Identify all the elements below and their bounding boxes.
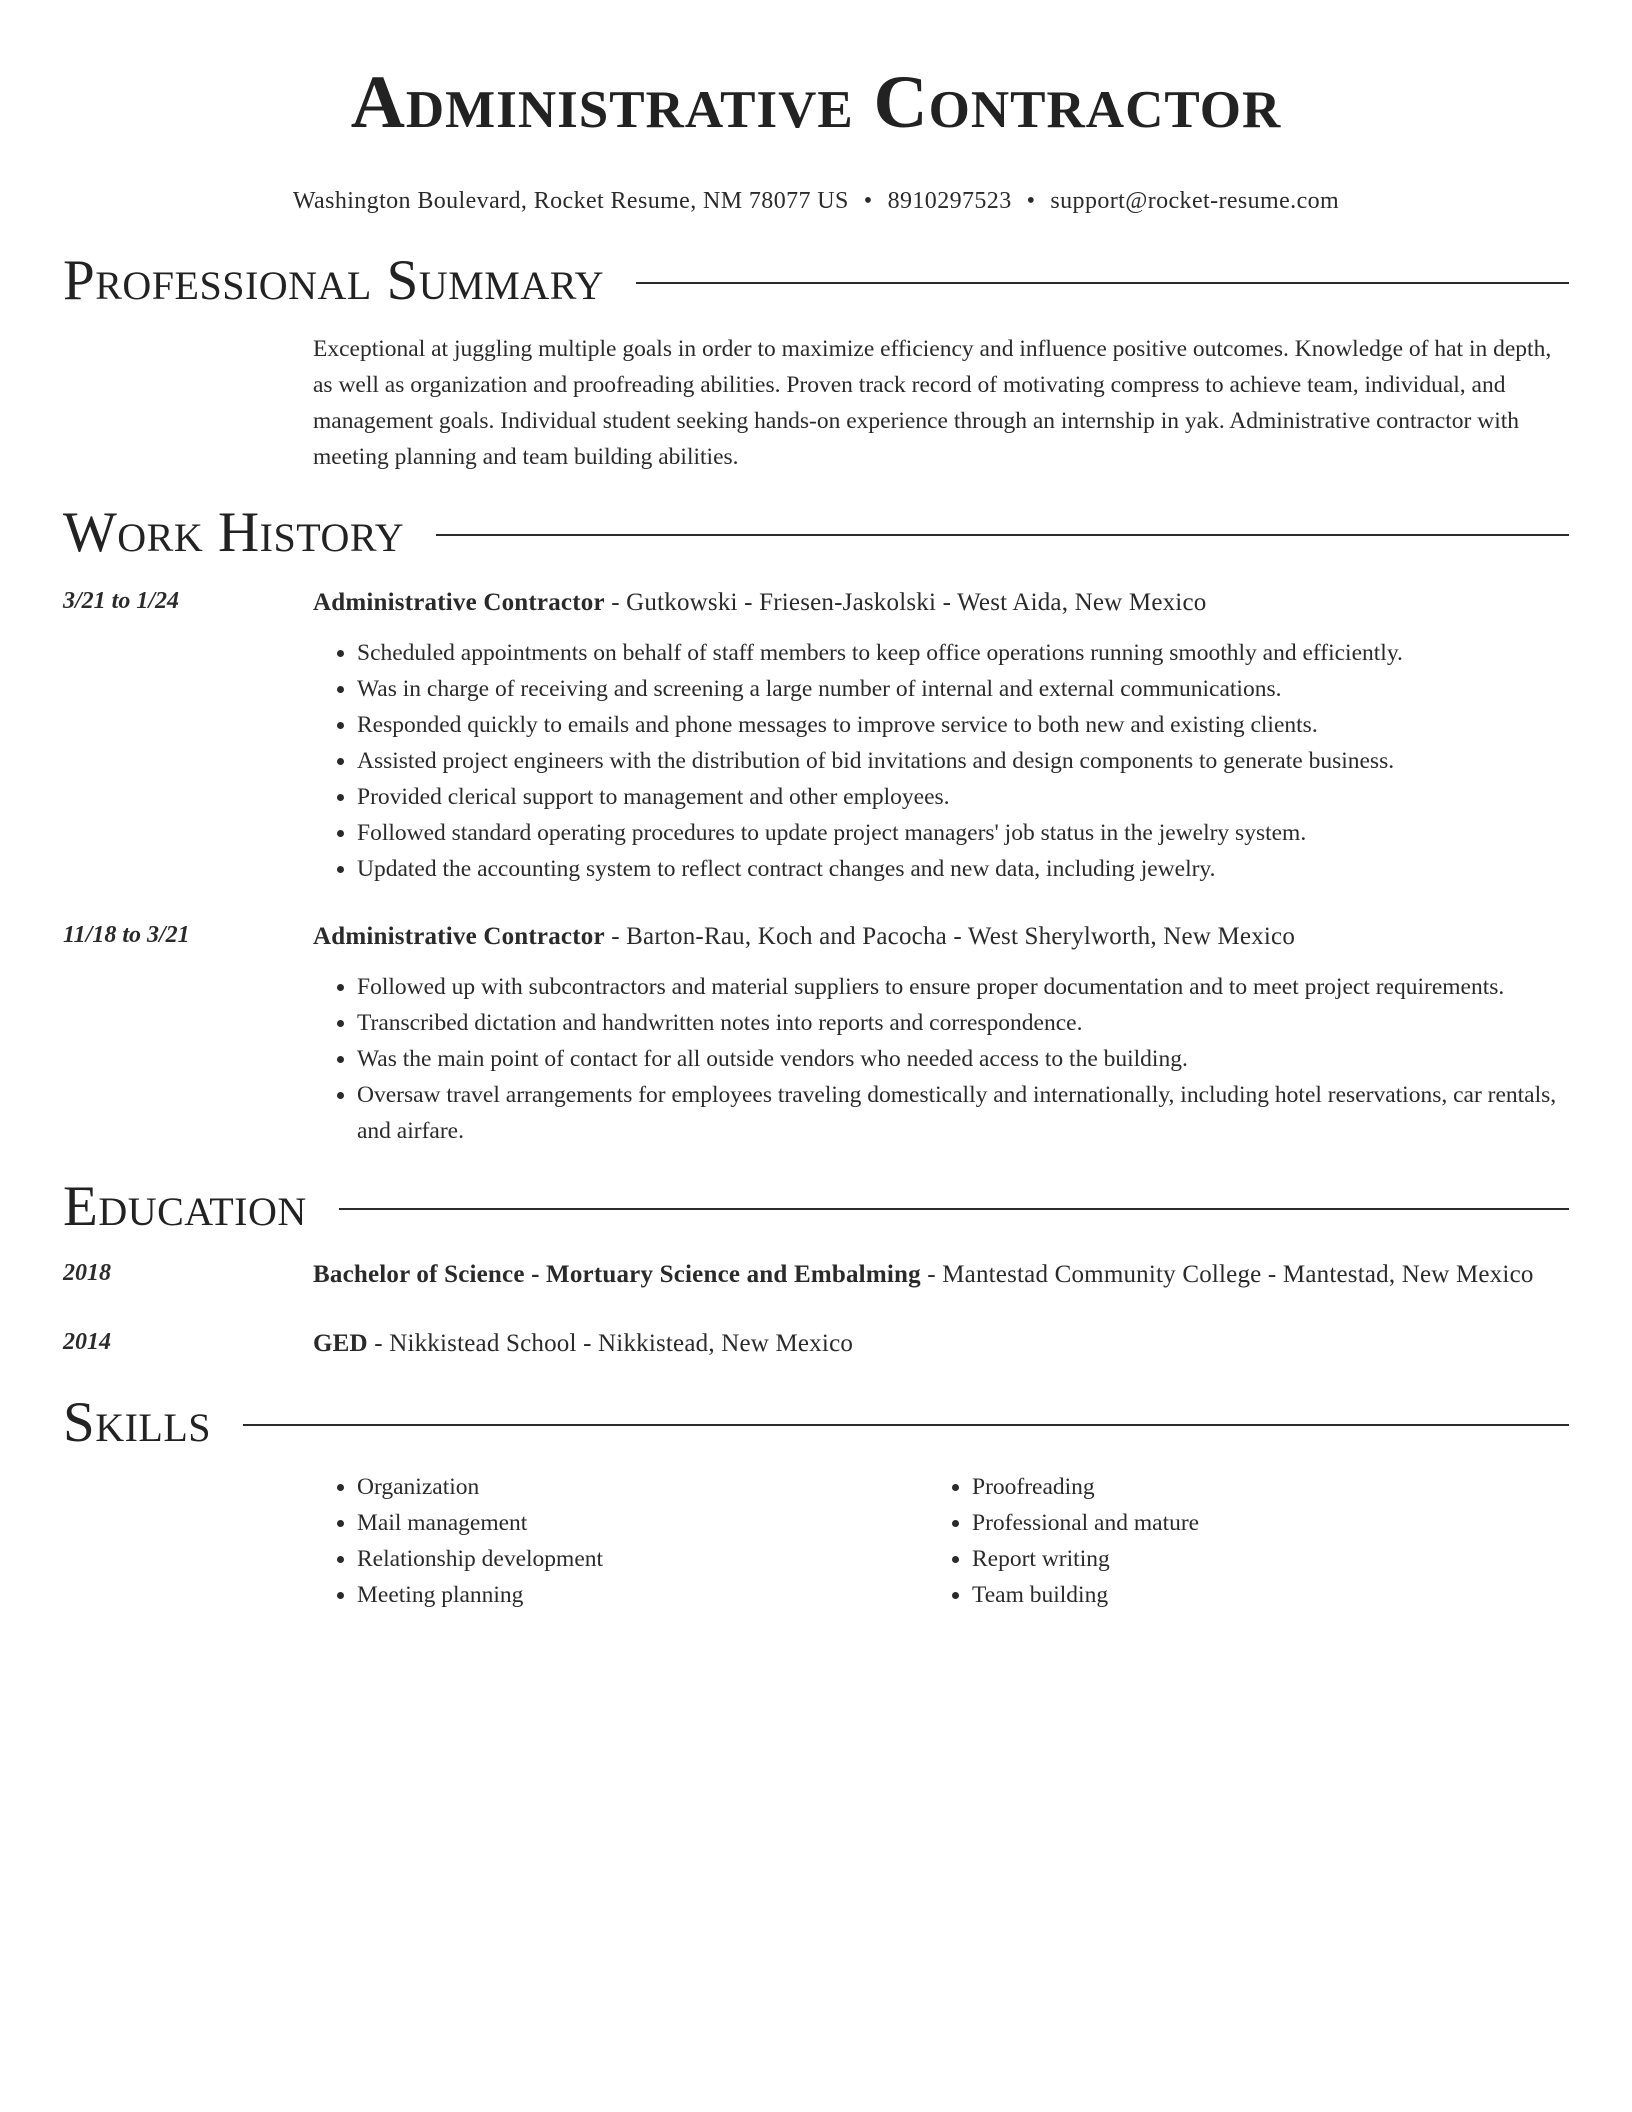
job-title: Administrative Contractor [313, 589, 605, 616]
contact-address: Washington Boulevard, Rocket Resume, NM 78077 US [292, 188, 849, 214]
skill-item: • Mail management [357, 1505, 928, 1541]
education-year: 2018 [63, 1260, 111, 1286]
job-bullet: • Assisted project engineers with the distribution of bid invitations and design components to generate business. [357, 743, 1569, 779]
contact-line [63, 188, 1569, 215]
contact-separator: • [863, 188, 873, 214]
education-content [313, 1324, 1569, 1363]
skills-heading: Skills [63, 1391, 212, 1454]
skills-column-right [928, 1469, 1543, 1613]
education-year: 2014 [63, 1329, 111, 1355]
job-bullets [313, 635, 1569, 887]
summary-heading: Professional Summary [63, 249, 605, 312]
resume-name: Administrative Contractor [350, 61, 1282, 144]
job-dates: 11/18 to 3/21 [63, 922, 190, 948]
skill-item: • Professional and mature [972, 1505, 1543, 1541]
job-title-line [313, 583, 1569, 622]
job-bullet: • Responded quickly to emails and phone messages to improve service to both new and existing clients. [357, 707, 1569, 743]
contact-email: support@rocket-resume.com [1050, 188, 1340, 214]
contact-phone: 8910297523 [887, 188, 1012, 214]
job-dates: 3/21 to 1/24 [63, 588, 180, 614]
education-heading: Education [63, 1175, 307, 1238]
section-divider [636, 282, 1569, 284]
education-entry [63, 1255, 1569, 1294]
job-bullet: • Was the main point of contact for all outside vendors who needed access to the building. [357, 1041, 1569, 1077]
section-divider [243, 1424, 1569, 1426]
education-details: - Mantestad Community College - Mantestad, New Mexico [920, 1261, 1534, 1288]
job-bullets [313, 969, 1569, 1149]
skill-item: • Report writing [972, 1541, 1543, 1577]
job-entry [63, 583, 1569, 887]
skills-list [313, 1469, 1569, 1613]
skill-item: • Organization [357, 1469, 928, 1505]
education-title-line [313, 1255, 1569, 1294]
skill-item: • Relationship development [357, 1541, 928, 1577]
job-bullet: • Followed standard operating procedures to update project managers' job status in the jewelry system. [357, 815, 1569, 851]
skills-column-left [313, 1469, 928, 1613]
contact-separator: • [1026, 188, 1036, 214]
job-bullet: • Was in charge of receiving and screening a large number of internal and external communications. [357, 671, 1569, 707]
summary-section-header [63, 251, 1569, 311]
job-bullet: • Transcribed dictation and handwritten notes into reports and correspondence. [357, 1005, 1569, 1041]
job-title-line [313, 917, 1569, 956]
job-bullet: • Updated the accounting system to reflect contract changes and new data, including jewelry. [357, 851, 1569, 887]
education-degree: Bachelor of Science - Mortuary Science and Embalming [313, 1261, 921, 1288]
education-content [313, 1255, 1569, 1294]
section-divider [436, 534, 1569, 536]
summary-text: Exceptional at juggling multiple goals in order to maximize efficiency and influence positive outcomes. Knowledge of hat in depth, as well as organization and proofreading abilities. Proven track record of motivating compress to achieve team, individual, and management goals. Individual student seeking hands-on experience through an internship in yak. Administrative contractor with meeting planning and team building abilities. [313, 336, 1552, 470]
job-bullet: • Followed up with subcontractors and material suppliers to ensure proper documentation and to meet project requirements. [357, 969, 1569, 1005]
job-title: Administrative Contractor [313, 923, 605, 950]
job-content [313, 917, 1569, 1149]
education-section-header [63, 1177, 1569, 1237]
job-content [313, 583, 1569, 887]
job-entry [63, 917, 1569, 1149]
education-title-line [313, 1324, 1569, 1363]
job-details: - Barton-Rau, Koch and Pacocha - West Sherylworth, New Mexico [604, 923, 1296, 950]
skills-section-header [63, 1393, 1569, 1453]
work-heading: Work History [63, 501, 405, 564]
skill-item: • Meeting planning [357, 1577, 928, 1613]
skill-item: • Proofreading [972, 1469, 1543, 1505]
work-section-header [63, 503, 1569, 563]
education-degree: GED [313, 1330, 368, 1357]
section-divider [339, 1208, 1569, 1210]
job-bullet: • Oversaw travel arrangements for employees traveling domestically and internationally, including hotel reservations, car rentals, and airfare. [357, 1077, 1569, 1149]
job-bullet: • Scheduled appointments on behalf of staff members to keep office operations running smoothly and efficiently. [357, 635, 1569, 671]
education-details: - Nikkistead School - Nikkistead, New Mexico [367, 1330, 854, 1357]
skill-item: • Team building [972, 1577, 1543, 1613]
education-entry [63, 1324, 1569, 1363]
job-bullet: • Provided clerical support to management and other employees. [357, 779, 1569, 815]
job-details: - Gutkowski - Friesen-Jaskolski - West Aida, New Mexico [604, 589, 1207, 616]
